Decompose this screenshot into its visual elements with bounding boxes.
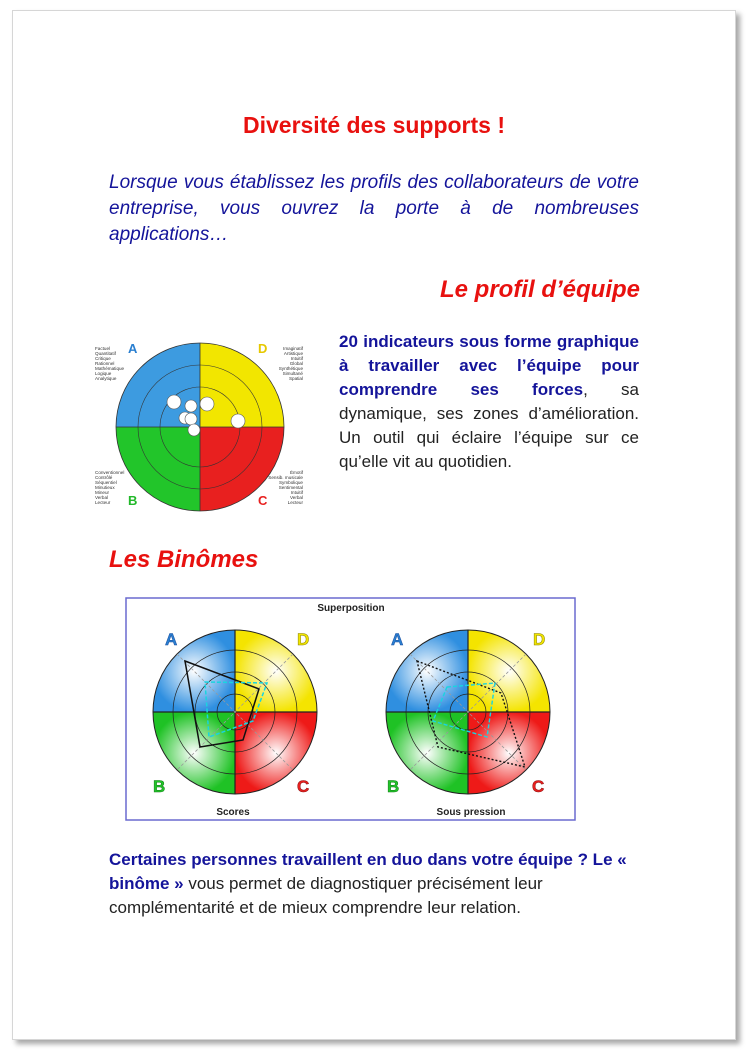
scores-letter-a: A [165,630,178,649]
binomes-heading: Les Binômes [109,546,259,573]
svg-text:Global: Global [289,361,303,366]
svg-text:Critique: Critique [95,356,111,361]
binome-figure [125,597,577,822]
quadrant-d [200,343,284,427]
svg-text:Verbal: Verbal [95,495,109,500]
binome-text [109,848,629,920]
figure-title: Superposition [317,603,385,614]
svg-text:Factuel: Factuel [95,346,111,351]
svg-text:Logique: Logique [95,371,112,376]
svg-text:Minutieux: Minutieux [95,485,115,490]
scores-letter-d: D [297,630,310,649]
pression-letter-a: A [391,630,404,649]
svg-text:Synthétique: Synthétique [278,366,303,371]
svg-text:Séquentiel: Séquentiel [95,480,117,485]
svg-text:Intuitif: Intuitif [290,356,303,361]
svg-text:Mathématique: Mathématique [95,366,125,371]
svg-text:Artistique: Artistique [283,351,303,356]
svg-text:Conventionnel: Conventionnel [95,470,125,475]
scores-letter-b: B [153,777,166,796]
svg-text:Intuitif: Intuitif [290,490,303,495]
pression-letter-b: B [387,777,400,796]
pression-letter-d: D [533,630,546,649]
svg-text:Sensib. musicale: Sensib. musicale [268,475,303,480]
sous-pression-label: Sous pression [436,807,506,818]
quad-letter-d: D [258,341,268,356]
svg-text:Simultané: Simultané [282,371,303,376]
quad-letter-a: A [128,341,138,356]
svg-text:Émotif: Émotif [289,470,303,475]
svg-text:Analytique: Analytique [95,376,117,381]
quad-letter-b: B [128,493,138,508]
labels-a [95,346,125,381]
labels-c [268,469,303,505]
binome-text-normal: vous permet de diagnostiquer précisément leur complémentarité et de mieux comprendre leur relation. [109,874,543,917]
scores-label: Scores [216,807,250,818]
pression-letter-c: C [532,777,545,796]
team-profile-text [339,330,639,474]
svg-text:Lecteur: Lecteur [287,500,303,505]
team-text-bold: 20 indicateurs sous forme graphique à travailler avec l’équipe pour comprendre ses forces [339,332,639,399]
svg-text:Sentimental: Sentimental [278,485,303,490]
labels-b [95,470,124,505]
svg-text:Lecteur: Lecteur [95,500,111,505]
page-title: Diversité des supports ! [242,112,506,138]
svg-text:Spatial: Spatial [288,376,303,381]
quadrant-c [200,427,284,511]
svg-text:Rationnel: Rationnel [95,361,115,366]
svg-text:Mineur: Mineur [95,490,110,495]
svg-text:Symbolique: Symbolique [278,480,303,485]
svg-text:Verbal: Verbal [289,495,303,500]
team-profile-diagram [90,335,320,515]
svg-text:Contrôlé: Contrôlé [95,475,113,480]
team-circle [116,343,284,511]
labels-d [279,346,304,381]
svg-text:Imaginatif: Imaginatif [283,346,303,351]
scores-letter-c: C [297,777,310,796]
intro-paragraph: Lorsque vous établissez les profils des collaborateurs de votre entreprise, vous ouvrez la porte à de nombreuses applications… [109,172,639,245]
binome-text-bold: Certaines personnes travaillent en duo dans votre équipe ? Le « binôme » [109,850,627,893]
quad-letter-c: C [258,493,268,508]
team-profile-heading: Le profil d’équipe [439,276,640,303]
svg-text:Quantitatif: Quantitatif [95,351,116,356]
team-text-normal: , sa dynamique, ses zones d’amélioration. Un outil qui éclaire l’équipe sur ce qu’elle vit au quotidien. [339,380,639,471]
